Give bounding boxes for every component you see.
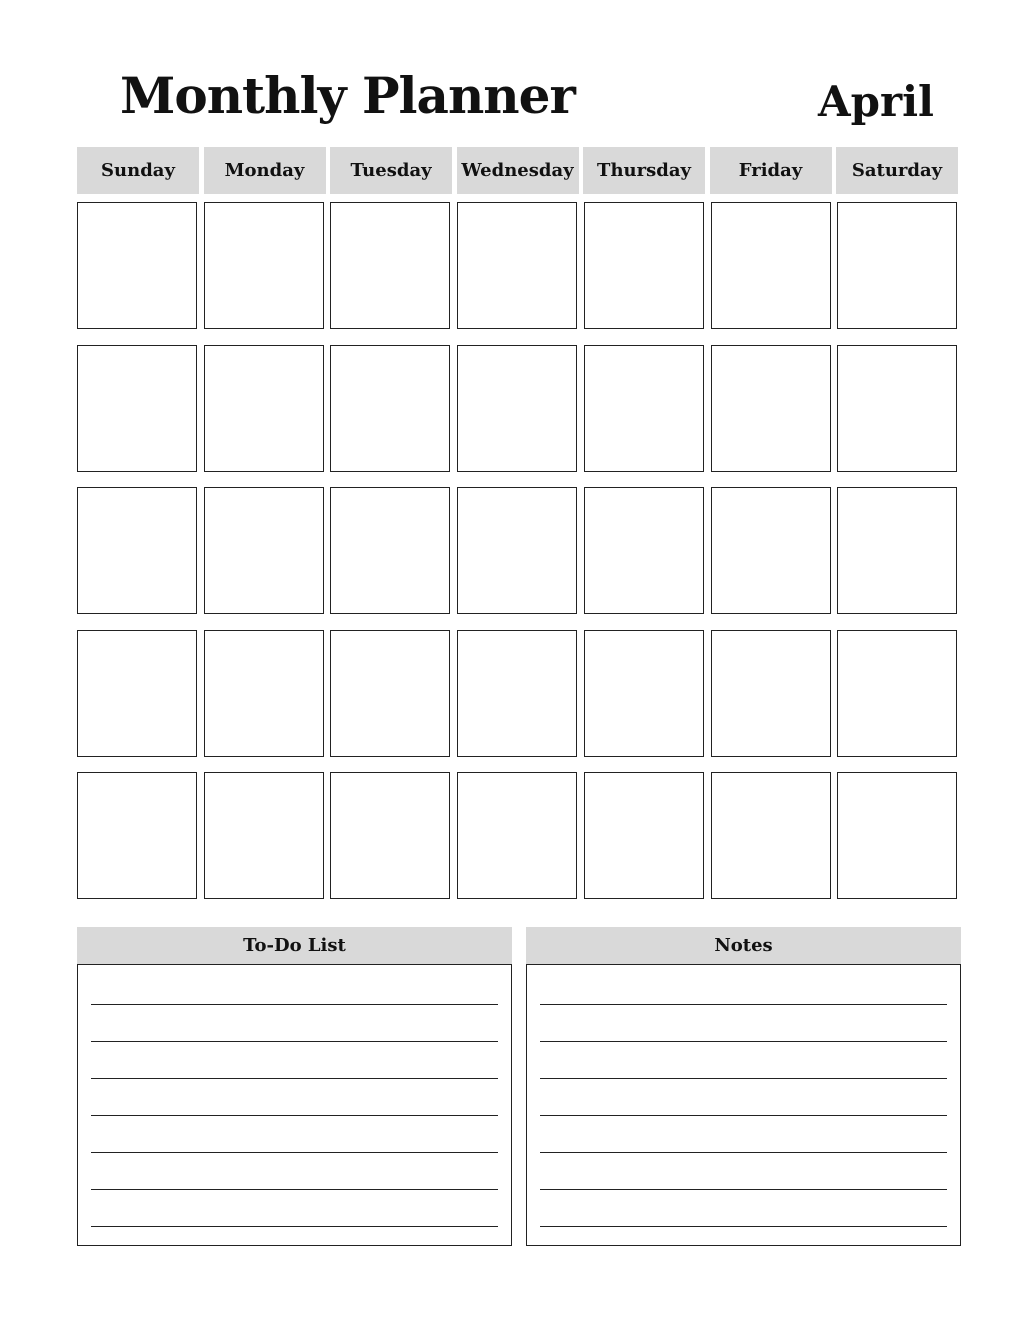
calendar-day-cell[interactable] [77,487,197,614]
todo-header: To-Do List [77,927,512,964]
notes-header: Notes [526,927,961,964]
calendar-day-cell[interactable] [584,202,704,329]
calendar-day-cell[interactable] [330,630,450,757]
calendar-day-cell[interactable] [711,487,831,614]
notes-line[interactable] [540,1226,947,1227]
calendar-day-cell[interactable] [457,202,577,329]
calendar-day-cell[interactable] [330,202,450,329]
calendar-day-cell[interactable] [77,345,197,472]
calendar-day-cell[interactable] [584,630,704,757]
calendar-day-cell[interactable] [837,202,957,329]
calendar-day-cell[interactable] [330,772,450,899]
calendar-day-cell[interactable] [837,772,957,899]
todo-line[interactable] [91,1041,498,1042]
month-label: April [818,77,934,126]
todo-line[interactable] [91,1226,498,1227]
calendar-day-cell[interactable] [204,202,324,329]
calendar-day-cell[interactable] [711,202,831,329]
todo-line[interactable] [91,1078,498,1079]
calendar-day-cell[interactable] [77,772,197,899]
calendar-day-cell[interactable] [711,630,831,757]
calendar-day-cell[interactable] [204,630,324,757]
todo-panel [77,927,512,1246]
weekday-header-row [77,147,961,194]
calendar-day-cell[interactable] [77,630,197,757]
weekday-header-sunday: Sunday [77,147,199,194]
calendar-day-cell[interactable] [330,487,450,614]
calendar-day-cell[interactable] [204,487,324,614]
notes-line[interactable] [540,1115,947,1116]
calendar-day-cell[interactable] [457,630,577,757]
weekday-header-thursday: Thursday [583,147,705,194]
weekday-header-friday: Friday [710,147,832,194]
todo-line[interactable] [91,1115,498,1116]
page-title: Monthly Planner [120,66,575,125]
todo-line[interactable] [91,1152,498,1153]
weekday-header-tuesday: Tuesday [330,147,452,194]
todo-line[interactable] [91,1189,498,1190]
notes-line[interactable] [540,1189,947,1190]
weekday-header-wednesday: Wednesday [457,147,579,194]
calendar-day-cell[interactable] [584,345,704,472]
calendar-day-cell[interactable] [837,487,957,614]
todo-line[interactable] [91,1004,498,1005]
notes-lined-area[interactable] [526,964,961,1246]
calendar-day-cell[interactable] [457,487,577,614]
calendar-day-cell[interactable] [77,202,197,329]
calendar-day-cell[interactable] [584,487,704,614]
notes-line[interactable] [540,1078,947,1079]
calendar-grid [77,202,961,902]
calendar-day-cell[interactable] [837,345,957,472]
calendar-day-cell[interactable] [584,772,704,899]
weekday-header-monday: Monday [204,147,326,194]
calendar-day-cell[interactable] [204,345,324,472]
calendar-day-cell[interactable] [457,772,577,899]
calendar-day-cell[interactable] [204,772,324,899]
notes-line[interactable] [540,1041,947,1042]
notes-line[interactable] [540,1004,947,1005]
calendar-day-cell[interactable] [837,630,957,757]
calendar-day-cell[interactable] [457,345,577,472]
weekday-header-saturday: Saturday [836,147,958,194]
notes-line[interactable] [540,1152,947,1153]
calendar-day-cell[interactable] [711,345,831,472]
calendar-day-cell[interactable] [330,345,450,472]
notes-panel [526,927,961,1246]
todo-lined-area[interactable] [77,964,512,1246]
calendar-day-cell[interactable] [711,772,831,899]
